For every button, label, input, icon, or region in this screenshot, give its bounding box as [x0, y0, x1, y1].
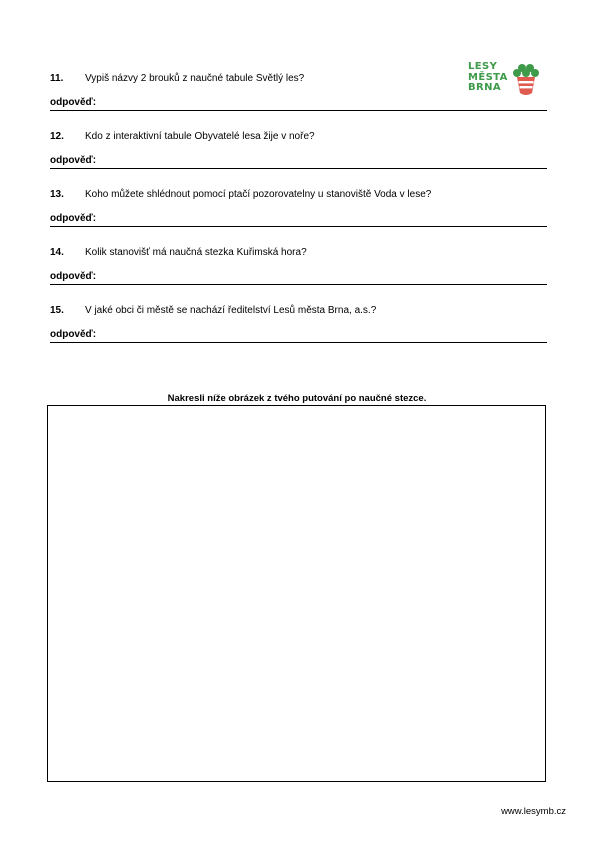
logo-line-2: MĚSTA — [468, 71, 508, 83]
question-14 — [50, 247, 547, 297]
question-text: Kolik stanovišť má naučná stezka Kuřimská hora? — [85, 247, 307, 258]
question-text: Vypiš názvy 2 brouků z naučné tabule Světlý les? — [85, 73, 305, 84]
question-text: V jaké obci či městě se nachází ředitelství Lesů města Brna, a.s.? — [85, 305, 377, 316]
drawing-area[interactable] — [47, 405, 546, 782]
question-number: 11. — [50, 73, 64, 84]
question-number: 12. — [50, 131, 64, 142]
question-number: 13. — [50, 189, 64, 200]
question-15 — [50, 305, 547, 355]
drawing-instruction: Nakresli níže obrázek z tvého putování po naučné stezce. — [167, 393, 427, 404]
answer-line[interactable] — [50, 226, 547, 227]
answer-label: odpověď: — [50, 97, 97, 108]
question-11 — [50, 73, 547, 123]
footer-website: www.lesymb.cz — [501, 806, 566, 817]
question-text: Kdo z interaktivní tabule Obyvatelé lesa žije v noře? — [85, 131, 315, 142]
logo-line-3: BRNA — [468, 82, 502, 93]
question-number: 14. — [50, 247, 64, 258]
question-13 — [50, 189, 547, 239]
answer-line[interactable] — [50, 342, 547, 343]
answer-label: odpověď: — [50, 329, 97, 340]
answer-label: odpověď: — [50, 213, 97, 224]
question-number: 15. — [50, 305, 64, 316]
question-text: Koho můžete shlédnout pomocí ptačí pozorovatelny u stanoviště Voda v lese? — [85, 189, 432, 200]
answer-label: odpověď: — [50, 271, 97, 282]
question-12 — [50, 131, 547, 181]
answer-line[interactable] — [50, 168, 547, 169]
logo-line-1: LESY — [468, 61, 498, 72]
answer-line[interactable] — [50, 110, 547, 111]
answer-line[interactable] — [50, 284, 547, 285]
answer-label: odpověď: — [50, 155, 97, 166]
